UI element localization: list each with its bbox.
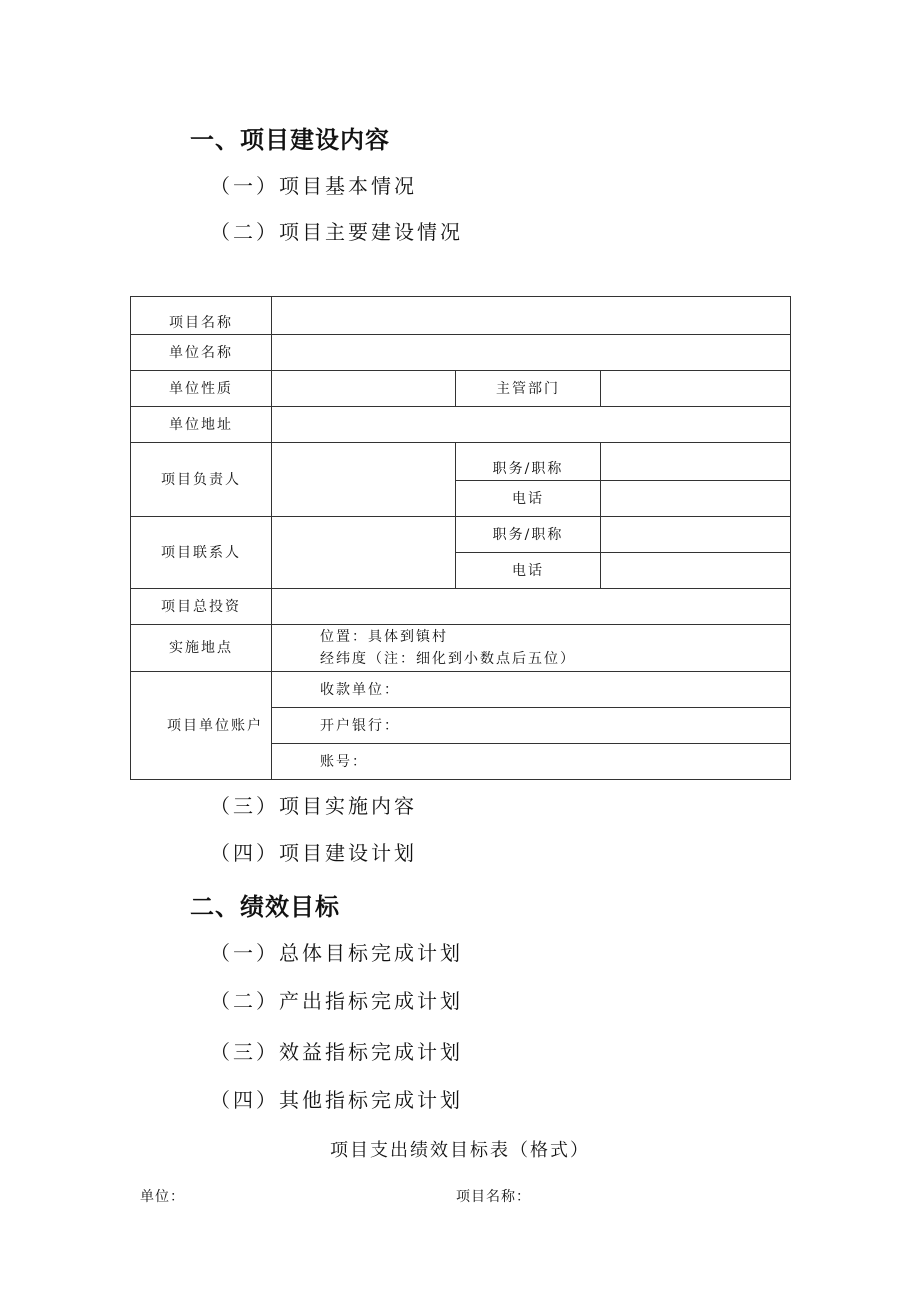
value-unit-address[interactable] <box>272 407 791 443</box>
location-line2: 经纬度（注：细化到小数点后五位） <box>320 651 576 667</box>
value-project-contact[interactable] <box>272 517 456 589</box>
label-unit-name: 单位名称 <box>131 335 272 371</box>
section1-sub2: （二）项目主要建设情况 <box>210 220 463 244</box>
label-project-contact: 项目联系人 <box>131 517 272 589</box>
label-unit-nature: 单位性质 <box>131 371 272 407</box>
label-leader-position: 职务/职称 <box>456 443 601 481</box>
label-account: 项目单位账户 <box>131 672 272 780</box>
location-line1: 位置：具体到镇村 <box>320 629 448 645</box>
value-leader-phone[interactable] <box>601 481 791 517</box>
value-total-investment[interactable] <box>272 589 791 625</box>
value-contact-position[interactable] <box>601 517 791 553</box>
label-project-name: 项目名称 <box>131 297 272 335</box>
value-project-leader[interactable] <box>272 443 456 517</box>
value-project-name[interactable] <box>272 297 791 335</box>
section2-title: 二、绩效目标 <box>190 893 340 921</box>
section2-sub1: （一）总体目标完成计划 <box>210 941 463 965</box>
project-info-table <box>130 296 791 780</box>
label-total-investment: 项目总投资 <box>131 589 272 625</box>
label-leader-phone: 电话 <box>456 481 601 517</box>
footer-unit-label: 单位： <box>140 1189 185 1205</box>
section2-sub2: （二）产出指标完成计划 <box>210 989 463 1013</box>
value-bank[interactable]: 开户银行： <box>272 708 791 744</box>
section1-sub1: （一）项目基本情况 <box>210 174 417 198</box>
value-supervisor-dept[interactable] <box>601 371 791 407</box>
label-location: 实施地点 <box>131 625 272 672</box>
section1-sub3: （三）项目实施内容 <box>210 794 417 818</box>
table-caption: 项目支出绩效目标表（格式） <box>330 1140 590 1161</box>
section1-sub4: （四）项目建设计划 <box>210 841 417 865</box>
label-contact-position: 职务/职称 <box>456 517 601 553</box>
footer-project-name-label: 项目名称： <box>456 1189 531 1205</box>
value-unit-name[interactable] <box>272 335 791 371</box>
value-payee[interactable]: 收款单位： <box>272 672 791 708</box>
section1-title: 一、项目建设内容 <box>190 126 390 154</box>
label-unit-address: 单位地址 <box>131 407 272 443</box>
label-project-leader: 项目负责人 <box>131 443 272 517</box>
section2-sub3: （三）效益指标完成计划 <box>210 1040 463 1064</box>
section2-sub4: （四）其他指标完成计划 <box>210 1088 463 1112</box>
label-supervisor-dept: 主管部门 <box>456 371 601 407</box>
value-contact-phone[interactable] <box>601 553 791 589</box>
label-contact-phone: 电话 <box>456 553 601 589</box>
value-account-no[interactable]: 账号： <box>272 744 791 780</box>
value-leader-position[interactable] <box>601 443 791 481</box>
value-unit-nature[interactable] <box>272 371 456 407</box>
value-location[interactable] <box>272 625 791 672</box>
